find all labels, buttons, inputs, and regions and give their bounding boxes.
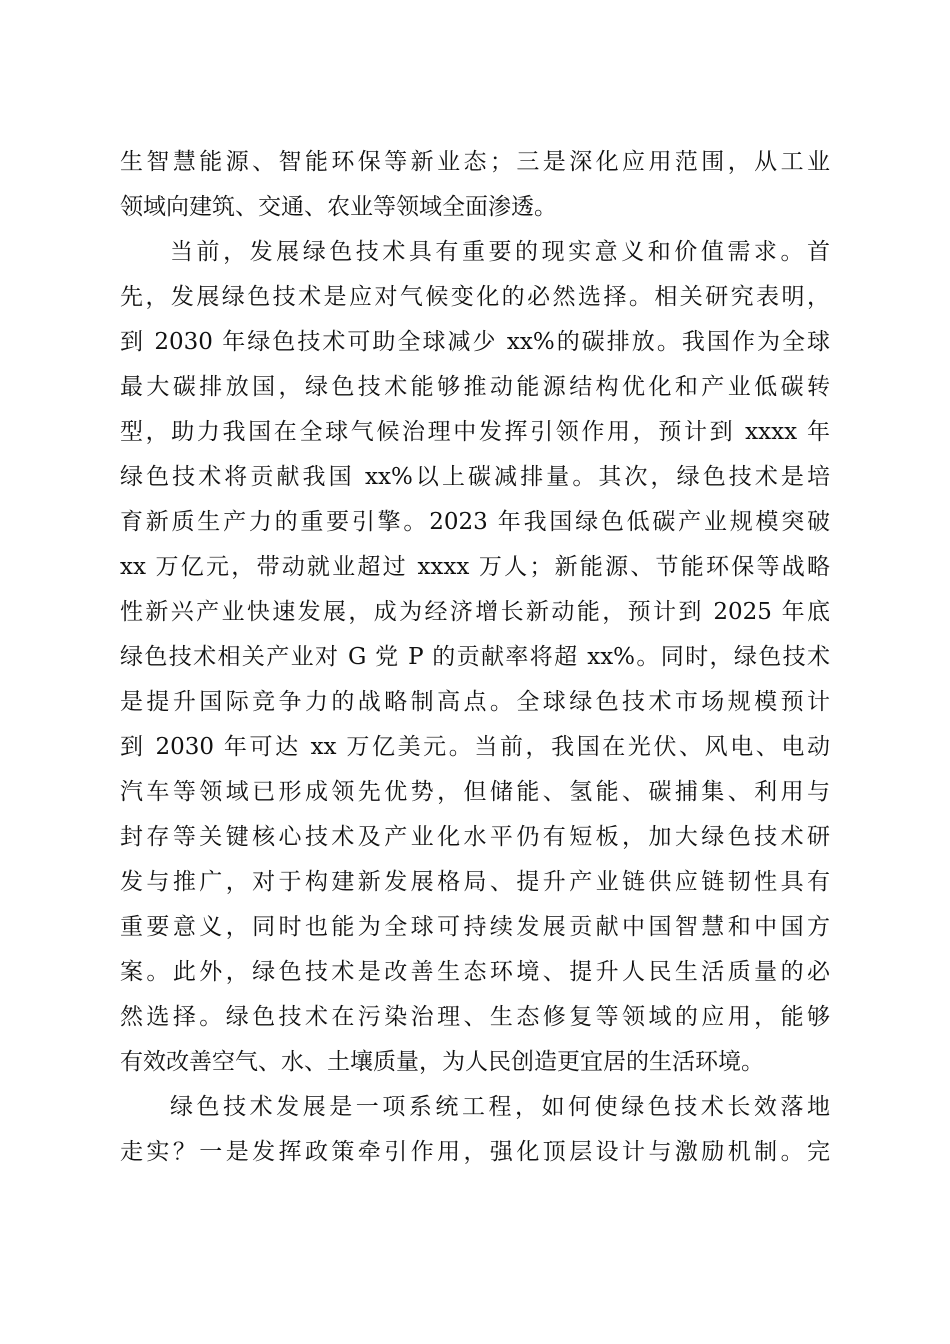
text-line: 走实？一是发挥政策牵引作用，强化顶层设计与激励机制。完: [120, 1139, 830, 1165]
text-line: 有效改善空气、水、土壤质量，为人民创造更宜居的生活环境。: [120, 1049, 764, 1075]
text-line: 汽车等领域已形成领先优势，但储能、氢能、碳捕集、利用与: [120, 779, 830, 805]
text-line: 先，发展绿色技术是应对气候变化的必然选择。相关研究表明，: [120, 284, 830, 310]
text-line: 育新质生产力的重要引擎。2023 年我国绿色低碳产业规模突破: [120, 509, 830, 535]
text-line: 是提升国际竞争力的战略制高点。全球绿色技术市场规模预计: [120, 689, 830, 715]
text-line: 到 2030 年可达 xx 万亿美元。当前，我国在光伏、风电、电动: [120, 734, 830, 760]
text-line: 然选择。绿色技术在污染治理、生态修复等领域的应用，能够: [120, 1004, 830, 1030]
text-line: 绿色技术将贡献我国 xx%以上碳减排量。其次，绿色技术是培: [120, 464, 830, 490]
text-line: 重要意义，同时也能为全球可持续发展贡献中国智慧和中国方: [120, 914, 830, 940]
text-line: 封存等关键核心技术及产业化水平仍有短板，加大绿色技术研: [120, 824, 830, 850]
text-line: 发与推广，对于构建新发展格局、提升产业链供应链韧性具有: [120, 869, 830, 895]
text-line: xx 万亿元，带动就业超过 xxxx 万人；新能源、节能环保等战略: [120, 554, 830, 580]
text-line: 领域向建筑、交通、农业等领域全面渗透。: [120, 194, 557, 220]
text-line: 性新兴产业快速发展，成为经济增长新动能，预计到 2025 年底: [120, 599, 830, 625]
text-line: 最大碳排放国，绿色技术能够推动能源结构优化和产业低碳转: [120, 374, 830, 400]
paragraph-start-line: 当前，发展绿色技术具有重要的现实意义和价值需求。首: [170, 239, 830, 265]
text-line: 案。此外，绿色技术是改善生态环境、提升人民生活质量的必: [120, 959, 830, 985]
text-line: 到 2030 年绿色技术可助全球减少 xx%的碳排放。我国作为全球: [120, 329, 830, 355]
text-line: 生智慧能源、智能环保等新业态；三是深化应用范围，从工业: [120, 149, 830, 175]
text-line: 绿色技术相关产业对 G 党 P 的贡献率将超 xx%。同时，绿色技术: [120, 644, 830, 670]
body-text: [120, 140, 830, 1175]
paragraph-start-line: 绿色技术发展是一项系统工程，如何使绿色技术长效落地: [170, 1094, 830, 1120]
text-line: 型，助力我国在全球气候治理中发挥引领作用，预计到 xxxx 年: [120, 419, 830, 445]
